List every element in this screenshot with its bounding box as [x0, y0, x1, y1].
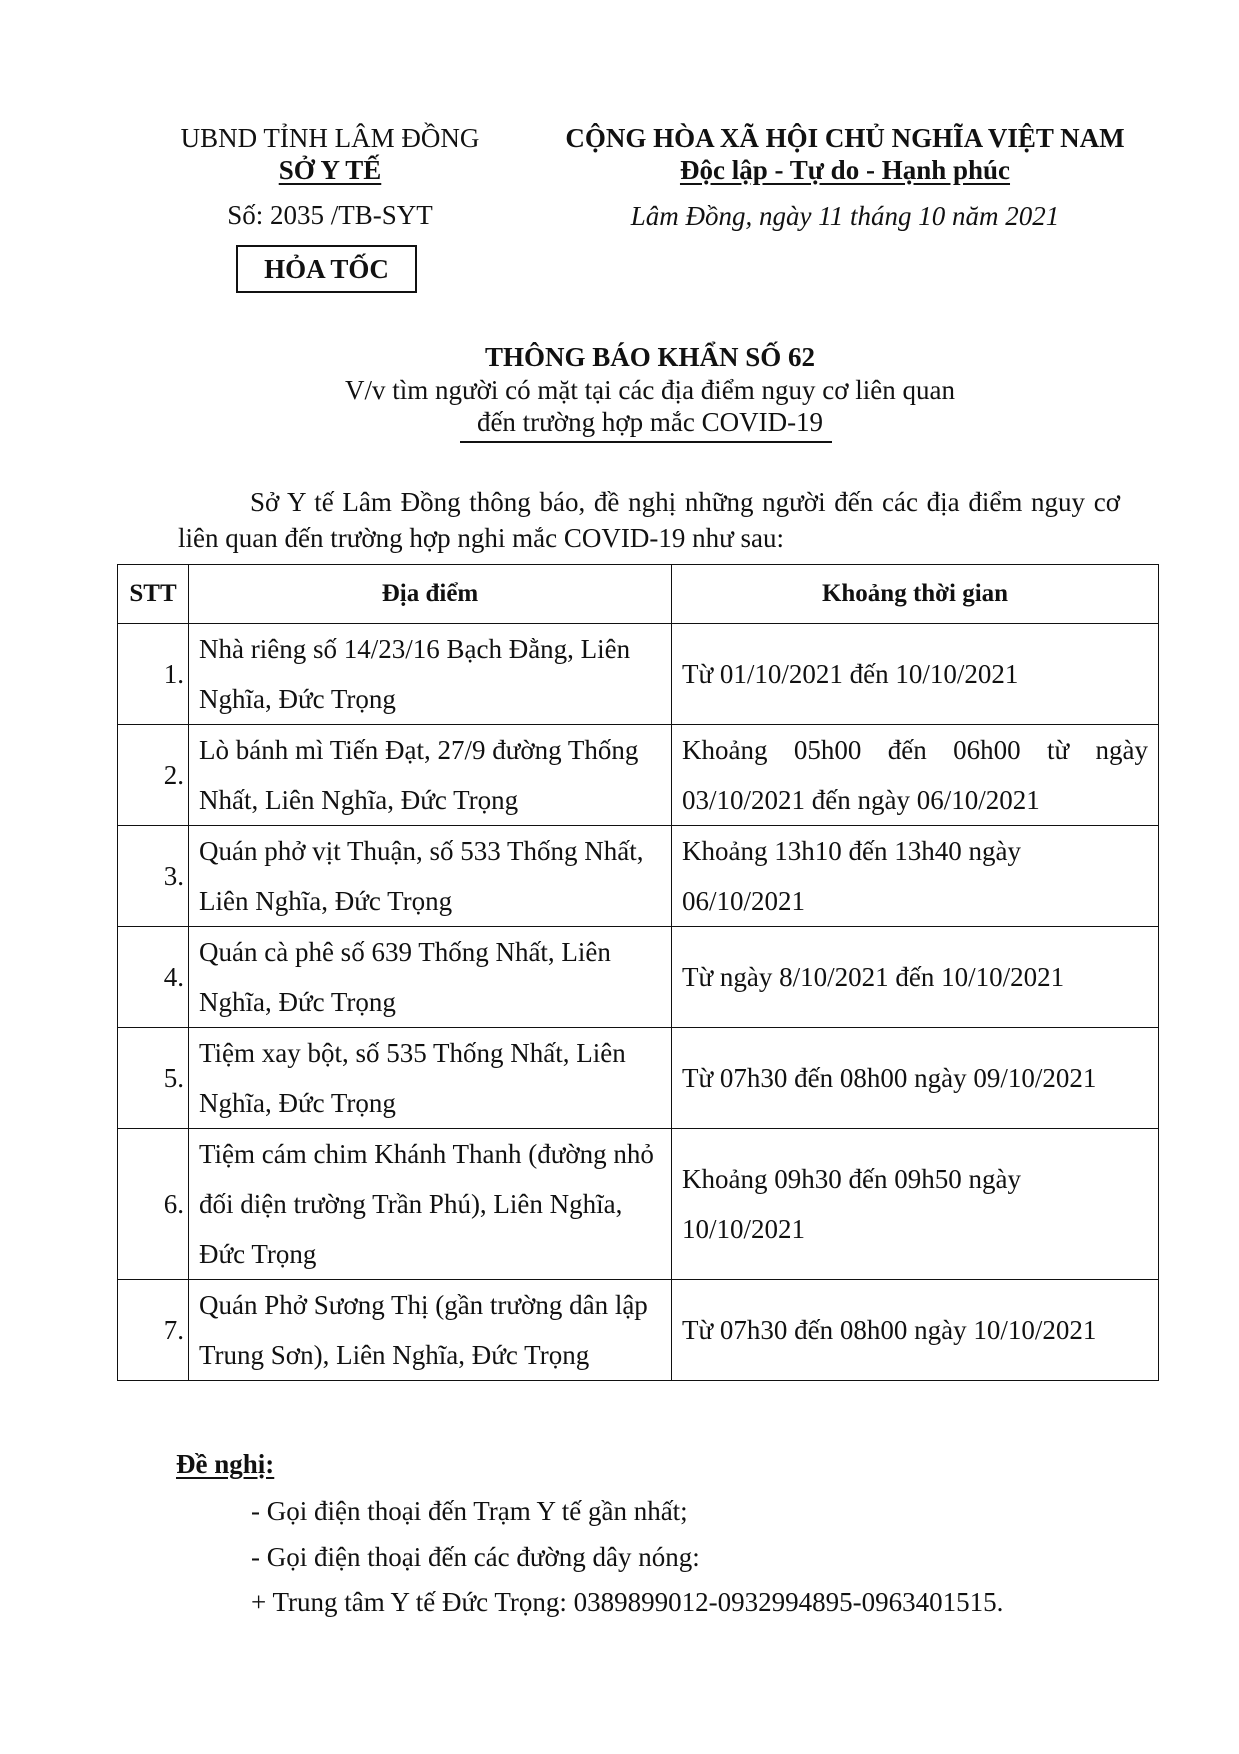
row-stt: 6. — [118, 1129, 189, 1280]
recommendation-heading — [176, 1447, 274, 1481]
motto — [530, 154, 1160, 186]
row-time: Từ 01/10/2021 đến 10/10/2021 — [672, 624, 1159, 725]
table-row — [118, 1280, 1159, 1381]
row-time: Khoảng 13h10 đến 13h40 ngày 06/10/2021 — [672, 826, 1159, 927]
table-row — [118, 826, 1159, 927]
row-time: Từ 07h30 đến 08h00 ngày 09/10/2021 — [672, 1028, 1159, 1129]
country-name: CỘNG HÒA XÃ HỘI CHỦ NGHĨA VIỆT NAM — [565, 123, 1125, 153]
intro-paragraph: Sở Y tế Lâm Đồng thông báo, đề nghị những người đến các địa điểm nguy cơ liên quan đến trường hợp nghi mắc COVID-19 như sau: — [178, 487, 1120, 553]
motto-text: Độc lập - Tự do - Hạnh phúc — [679, 155, 1011, 185]
place-date: Lâm Đồng, ngày 11 tháng 10 năm 2021 — [630, 201, 1060, 231]
table-row — [118, 927, 1159, 1028]
row-location: Tiệm xay bột, số 535 Thống Nhất, Liên Nghĩa, Đức Trọng — [189, 1028, 672, 1129]
row-stt: 5. — [118, 1028, 189, 1129]
row-location: Quán phở vịt Thuận, số 533 Thống Nhất, Liên Nghĩa, Đức Trọng — [189, 826, 672, 927]
row-stt: 3. — [118, 826, 189, 927]
table-row — [118, 624, 1159, 725]
table-row — [118, 725, 1159, 826]
notice-title: THÔNG BÁO KHẨN SỐ 62 — [484, 342, 816, 372]
row-location: Quán cà phê số 639 Thống Nhất, Liên Nghĩa, Đức Trọng — [189, 927, 672, 1028]
col-header-stt: STT — [118, 565, 189, 624]
row-location: Lò bánh mì Tiến Đạt, 27/9 đường Thống Nhất, Liên Nghĩa, Đức Trọng — [189, 725, 672, 826]
table-row — [118, 1028, 1159, 1129]
row-location: Nhà riêng số 14/23/16 Bạch Đằng, Liên Nghĩa, Đức Trọng — [189, 624, 672, 725]
agency-parent: UBND TỈNH LÂM ĐỒNG — [180, 123, 480, 153]
agency-name-text: SỞ Y TẾ — [278, 155, 382, 185]
table-header-row — [118, 565, 1159, 624]
title-underline — [460, 441, 832, 443]
recommendation-heading-text: Đề nghị: — [176, 1449, 275, 1479]
locations-table — [117, 564, 1159, 1381]
notice-subject-line1: V/v tìm người có mặt tại các địa điểm nguy cơ liên quan — [344, 375, 956, 405]
recommendation-item: + Trung tâm Y tế Đức Trọng: 0389899012-0932994895-0963401515. — [251, 1587, 1004, 1617]
row-stt: 1. — [118, 624, 189, 725]
col-header-time: Khoảng thời gian — [672, 565, 1159, 624]
row-stt: 2. — [118, 725, 189, 826]
doc-number: Số: 2035 /TB-SYT — [227, 200, 433, 230]
row-time: Khoảng 09h30 đến 09h50 ngày 10/10/2021 — [672, 1129, 1159, 1280]
agency-name — [180, 154, 480, 186]
row-time: Từ ngày 8/10/2021 đến 10/10/2021 — [672, 927, 1159, 1028]
notice-subject-line2: đến trường hợp mắc COVID-19 — [476, 407, 824, 437]
row-stt: 4. — [118, 927, 189, 1028]
row-location: Quán Phở Sương Thị (gần trường dân lập Trung Sơn), Liên Nghĩa, Đức Trọng — [189, 1280, 672, 1381]
row-time: Khoảng 05h00 đến 06h00 từ ngày 03/10/2021 đến ngày 06/10/2021 — [672, 725, 1159, 826]
col-header-location: Địa điểm — [189, 565, 672, 624]
row-stt: 7. — [118, 1280, 189, 1381]
row-location: Tiệm cám chim Khánh Thanh (đường nhỏ đối diện trường Trần Phú), Liên Nghĩa, Đức Trọng — [189, 1129, 672, 1280]
recommendation-item: - Gọi điện thoại đến các đường dây nóng: — [251, 1542, 700, 1572]
row-time: Từ 07h30 đến 08h00 ngày 10/10/2021 — [672, 1280, 1159, 1381]
recommendation-item: - Gọi điện thoại đến Trạm Y tế gần nhất; — [251, 1496, 688, 1526]
urgency-stamp: HỎA TỐC — [236, 245, 417, 293]
table-row — [118, 1129, 1159, 1280]
